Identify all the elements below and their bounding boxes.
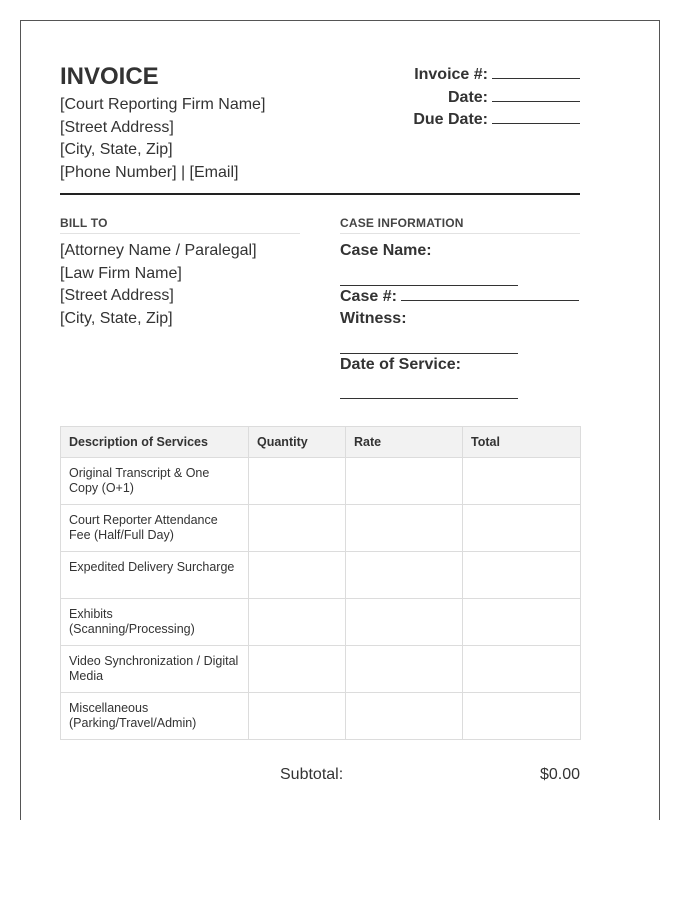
service-rate-cell[interactable]: [346, 552, 463, 599]
case-number-row: [340, 286, 580, 309]
case-information-section: [340, 216, 580, 399]
header-rate: Rate: [346, 427, 463, 458]
service-quantity-cell[interactable]: [249, 693, 346, 740]
case-information-heading: CASE INFORMATION: [340, 216, 580, 234]
service-description: Exhibits (Scanning/Processing): [61, 599, 249, 646]
service-description: Miscellaneous (Parking/Travel/Admin): [61, 693, 249, 740]
bill-to-city-state-zip: [City, State, Zip]: [60, 309, 173, 327]
service-quantity-cell[interactable]: [249, 458, 346, 505]
due-date-label: Due Date:: [413, 111, 488, 128]
invoice-date-row: [413, 87, 580, 110]
service-description: Expedited Delivery Surcharge: [61, 552, 249, 599]
bill-to-law-firm: [Law Firm Name]: [60, 264, 182, 282]
invoice-number-field[interactable]: [492, 64, 580, 79]
subtotal-label: Subtotal:: [280, 766, 344, 783]
invoice-number-label: Invoice #:: [414, 66, 488, 83]
table-row: [61, 599, 581, 646]
firm-phone-email: [Phone Number] | [Email]: [60, 163, 239, 181]
table-row: [61, 552, 581, 599]
service-total-cell[interactable]: [463, 552, 581, 599]
table-row: [61, 458, 581, 505]
invoice-date-label: Date:: [447, 88, 488, 106]
service-rate-cell[interactable]: [346, 505, 463, 552]
bill-to-attorney: [Attorney Name / Paralegal]: [60, 242, 257, 259]
bill-to-street-address: [Street Address]: [60, 287, 174, 304]
service-quantity-cell[interactable]: [249, 599, 346, 646]
service-quantity-cell[interactable]: [249, 646, 346, 693]
case-name-field[interactable]: [340, 263, 518, 286]
service-total-cell[interactable]: [463, 693, 581, 740]
header-description: Description of Services: [61, 427, 249, 458]
subtotal-row: [280, 766, 580, 788]
service-total-cell[interactable]: [463, 505, 581, 552]
service-rate-cell[interactable]: [346, 599, 463, 646]
table-row: [61, 646, 581, 693]
date-of-service-field[interactable]: [340, 376, 518, 399]
witness-field[interactable]: [340, 331, 518, 354]
witness-label: Witness:: [340, 310, 407, 327]
case-number-field[interactable]: [401, 286, 579, 301]
service-description: Court Reporter Attendance Fee (Half/Full Day): [61, 505, 249, 552]
service-total-cell[interactable]: [463, 458, 581, 505]
service-description: Original Transcript & One Copy (O+1): [61, 458, 249, 505]
invoice-number-row: [413, 64, 580, 87]
table-header-row: [61, 427, 581, 458]
case-number-label: Case #:: [340, 287, 397, 305]
header-divider: [60, 193, 580, 195]
header-quantity: Quantity: [249, 427, 346, 458]
services-table-container: [60, 426, 580, 740]
firm-street-address: [Street Address]: [60, 118, 174, 136]
due-date-row: [413, 109, 580, 132]
invoice-header: [60, 64, 580, 194]
bill-to-lines: [60, 240, 300, 330]
bill-to-heading: BILL TO: [60, 216, 300, 234]
bill-to-section: [60, 216, 300, 330]
table-row: [61, 693, 581, 740]
service-total-cell[interactable]: [463, 599, 581, 646]
invoice-date-field[interactable]: [492, 87, 580, 102]
case-name-label: Case Name:: [340, 242, 432, 259]
service-rate-cell[interactable]: [346, 693, 463, 740]
firm-name: [Court Reporting Firm Name]: [60, 96, 266, 113]
service-total-cell[interactable]: [463, 646, 581, 693]
invoice-title: INVOICE: [60, 63, 159, 90]
service-rate-cell[interactable]: [346, 458, 463, 505]
invoice-meta: [413, 64, 580, 132]
services-table: [60, 426, 581, 740]
firm-city-state-zip: [City, State, Zip]: [60, 141, 173, 158]
case-fields: [340, 240, 580, 399]
subtotal-value: $0.00: [539, 766, 580, 783]
service-description: Video Synchronization / Digital Media: [61, 646, 249, 693]
table-row: [61, 505, 581, 552]
service-quantity-cell[interactable]: [249, 552, 346, 599]
service-quantity-cell[interactable]: [249, 505, 346, 552]
service-rate-cell[interactable]: [346, 646, 463, 693]
date-of-service-label: Date of Service:: [340, 355, 461, 373]
header-total: Total: [463, 427, 581, 458]
due-date-field[interactable]: [492, 109, 580, 124]
